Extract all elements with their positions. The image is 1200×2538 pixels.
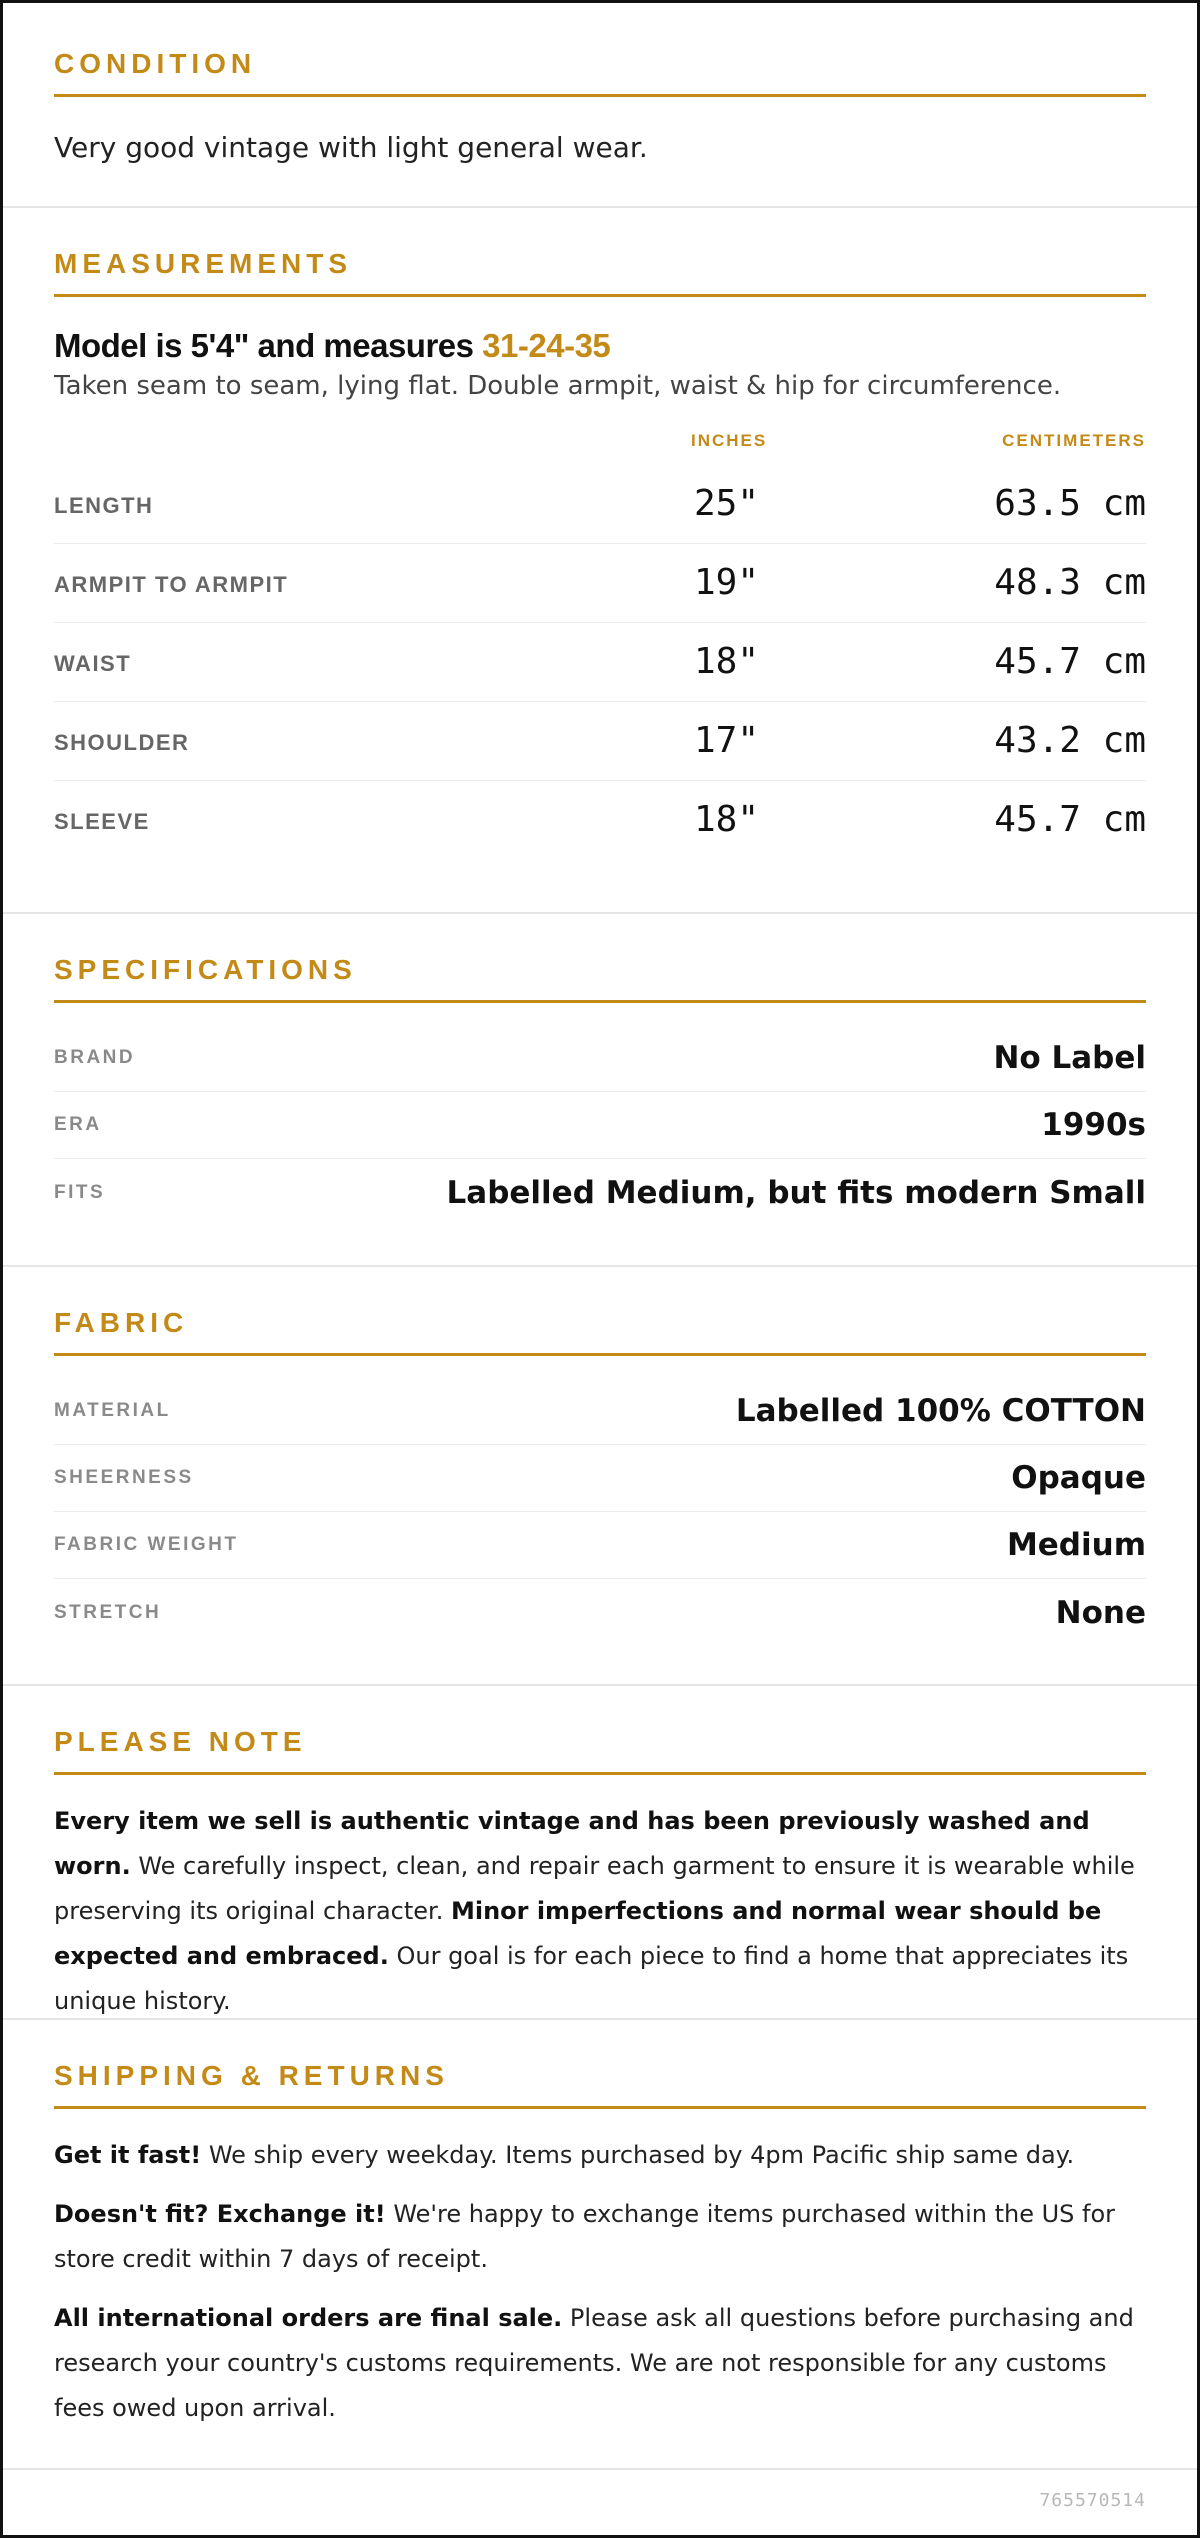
note-text-2: Our goal is for each piece to find a home that appreciates its unique history. xyxy=(54,1942,1129,2015)
specifications-section xyxy=(3,914,1197,1267)
shipping-paragraph-international xyxy=(54,2296,1146,2431)
fabric-section xyxy=(3,1267,1197,1686)
measurement-label: ARMPIT TO ARMPIT xyxy=(54,572,289,597)
fabric-key: STRETCH xyxy=(54,1601,162,1623)
fabric-key: MATERIAL xyxy=(54,1400,171,1421)
measurements-title: MEASUREMENTS xyxy=(54,248,1146,297)
measurement-label: WAIST xyxy=(54,651,132,676)
fabric-row-material xyxy=(54,1378,1146,1445)
note-bold-1: Every item we sell is authentic vintage and has been previously washed and worn. xyxy=(54,1807,1090,1880)
note-text-1: We carefully inspect, clean, and repair each garment to ensure it is wearable while preserving its original character. xyxy=(54,1852,1135,1925)
product-id-code: 765570514 xyxy=(1039,2490,1146,2511)
measurements-table xyxy=(54,465,1146,860)
condition-section xyxy=(3,3,1197,208)
measurement-cm: 45.7 cm xyxy=(994,799,1146,840)
spec-key: ERA xyxy=(54,1114,102,1135)
fabric-value: Labelled 100% COTTON xyxy=(735,1393,1146,1429)
shipping-bold: Get it fast! xyxy=(54,2141,202,2169)
spec-row-fits xyxy=(54,1159,1146,1226)
condition-text: Very good vintage with light general wear. xyxy=(54,131,648,164)
measurement-inches: 19" xyxy=(694,562,760,603)
measurement-cm: 48.3 cm xyxy=(994,562,1146,603)
fabric-list xyxy=(54,1378,1146,1646)
fabric-value: Opaque xyxy=(1011,1460,1146,1496)
spec-row-era xyxy=(54,1092,1146,1159)
fabric-row-stretch xyxy=(54,1579,1146,1646)
spec-key: BRAND xyxy=(54,1047,136,1068)
model-sizes: 31-24-35 xyxy=(482,327,611,364)
measurement-row-armpit xyxy=(54,544,1146,623)
measurements-section xyxy=(3,208,1197,914)
fabric-value: None xyxy=(1055,1594,1146,1631)
measurement-inches: 17" xyxy=(694,720,760,761)
fabric-key: FABRIC WEIGHT xyxy=(54,1534,239,1555)
spec-key: FITS xyxy=(54,1181,106,1203)
spec-value: Labelled Medium, but fits modern Small xyxy=(446,1174,1146,1211)
note-bold-2: Minor imperfections and normal wear should be expected and embraced. xyxy=(54,1897,1102,1970)
measurements-subtitle: Taken seam to seam, lying flat. Double armpit, waist & hip for circumference. xyxy=(54,371,1062,401)
shipping-text: We ship every weekday. Items purchased by 4pm Pacific ship same day. xyxy=(201,2141,1075,2169)
column-header-centimeters: CENTIMETERS xyxy=(1002,431,1146,450)
measurement-cm: 45.7 cm xyxy=(994,641,1146,682)
model-measures-prefix: Model is 5'4" and measures xyxy=(54,327,483,364)
model-measures-line xyxy=(54,327,1146,365)
fabric-row-weight xyxy=(54,1512,1146,1579)
measurement-label: LENGTH xyxy=(54,493,154,518)
spec-value: 1990s xyxy=(1041,1107,1146,1143)
please-note-title: PLEASE NOTE xyxy=(54,1726,1146,1775)
shipping-bold: Doesn't fit? Exchange it! xyxy=(54,2200,386,2228)
spec-row-brand xyxy=(54,1025,1146,1092)
specifications-title: SPECIFICATIONS xyxy=(54,954,1146,1003)
fabric-title: FABRIC xyxy=(54,1307,1146,1356)
shipping-text: We're happy to exchange items purchased within the US for store credit within 7 days of receipt. xyxy=(54,2200,1116,2273)
spec-value: No Label xyxy=(993,1040,1146,1076)
measurement-inches: 18" xyxy=(694,641,760,682)
condition-title: CONDITION xyxy=(54,48,1146,97)
measurement-inches: 18" xyxy=(694,799,760,840)
measurement-row-sleeve xyxy=(54,781,1146,860)
measurement-cm: 63.5 cm xyxy=(994,483,1146,524)
fabric-value: Medium xyxy=(1006,1527,1146,1563)
measurement-cm: 43.2 cm xyxy=(994,720,1146,761)
measurement-inches: 25" xyxy=(694,483,760,524)
fabric-row-sheerness xyxy=(54,1445,1146,1512)
measurement-row-waist xyxy=(54,623,1146,702)
measurement-row-shoulder xyxy=(54,702,1146,781)
column-header-inches: INCHES xyxy=(691,431,768,450)
shipping-bold: All international orders are final sale. xyxy=(54,2304,563,2332)
shipping-returns-section xyxy=(3,2020,1197,2470)
footer xyxy=(3,2470,1197,2532)
fabric-key: SHEERNESS xyxy=(54,1467,194,1488)
measurements-header xyxy=(54,425,1146,465)
measurement-label: SHOULDER xyxy=(54,730,190,755)
specifications-list xyxy=(54,1025,1146,1226)
measurement-row-length xyxy=(54,465,1146,544)
please-note-text xyxy=(54,1799,1146,2024)
shipping-returns-title: SHIPPING & RETURNS xyxy=(54,2060,1146,2109)
measurement-label: SLEEVE xyxy=(54,809,150,834)
shipping-paragraph-fast xyxy=(54,2133,1146,2178)
shipping-paragraph-exchange xyxy=(54,2192,1146,2282)
please-note-section xyxy=(3,1686,1197,2020)
shipping-text: Please ask all questions before purchasing and research your country's customs requirements. We are not responsible for any customs fees owed upon arrival. xyxy=(54,2304,1134,2422)
